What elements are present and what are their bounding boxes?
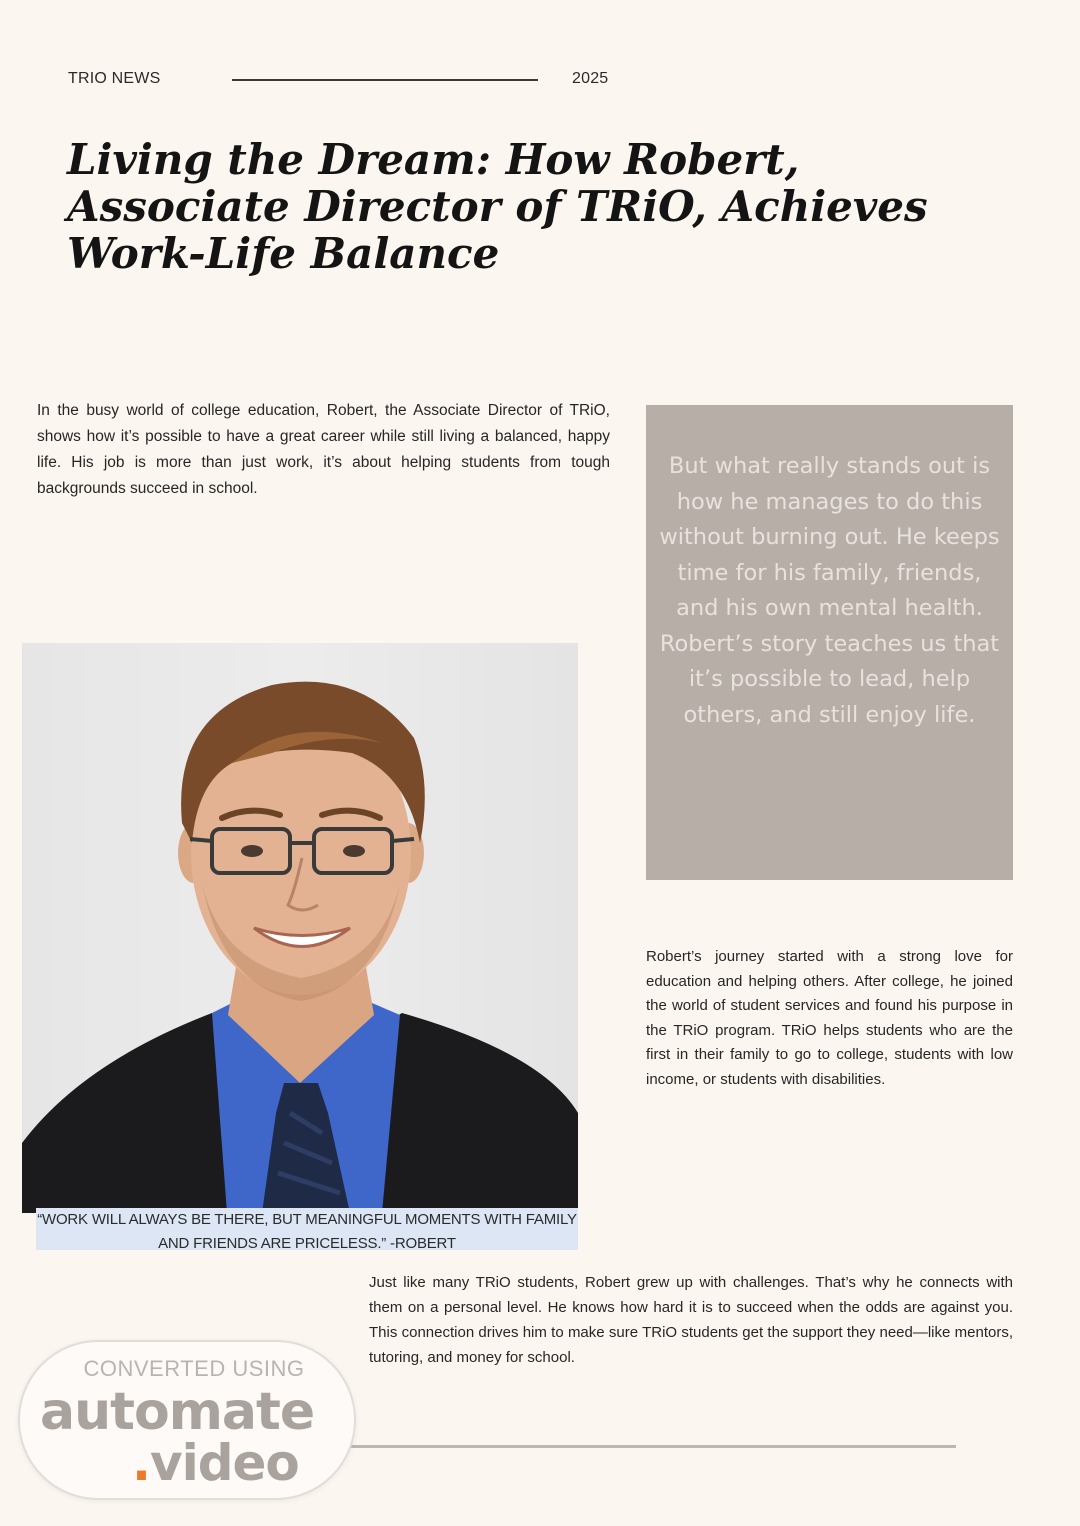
year-label: 2025 <box>572 70 609 87</box>
photo-caption: “WORK WILL ALWAYS BE THERE, BUT MEANINGFUL MOMENTS WITH FAMILY AND FRIENDS ARE PRICELESS.” -ROBERT <box>36 1208 578 1250</box>
pull-quote-text: But what really stands out is how he manages to do this without burning out. He keeps time for his family, friends, and his own mental health. Robert’s story teaches us that it’s possible to lead, help others, and still enjoy life. <box>659 453 1000 728</box>
intro-paragraph: In the busy world of college education, Robert, the Associate Director of TRiO, shows how it’s possible to have a great career while still living a balanced, happy life. His job is more than just work, it’s about helping students from tough backgrounds succeed in school. <box>37 402 610 497</box>
portrait-photo <box>22 643 578 1213</box>
pull-quote-box <box>646 405 1013 880</box>
watermark-logo-automate: automate <box>40 1382 315 1442</box>
section-label: TRIO NEWS <box>68 70 161 87</box>
watermark-caption: CONVERTED USING <box>83 1356 305 1381</box>
footer-divider <box>336 1445 956 1448</box>
watermark-logo-video <box>132 1434 299 1492</box>
article-title: Living the Dream: How Robert, Associate Director of TRiO, Achieves Work-Life Balance <box>67 135 928 278</box>
watermark-badge <box>18 1340 356 1500</box>
header-divider <box>232 79 538 81</box>
portrait-illustration <box>22 643 578 1213</box>
watermark-dot: . <box>132 1434 150 1492</box>
connection-paragraph: Just like many TRiO students, Robert grew up with challenges. That’s why he connects with them on a personal level. He knows how hard it is to succeed when the odds are against you. This connection drives him to make sure TRiO students get the support they need—like mentors, tutoring, and money for school. <box>369 1274 1013 1366</box>
journey-paragraph: Robert’s journey started with a strong love for education and helping others. After college, he joined the world of student services and found his purpose in the TRiO program. TRiO helps students who are the first in their family to go to college, students with low income, or students with disabilities. <box>646 948 1013 1088</box>
watermark-video-text: video <box>150 1434 299 1492</box>
